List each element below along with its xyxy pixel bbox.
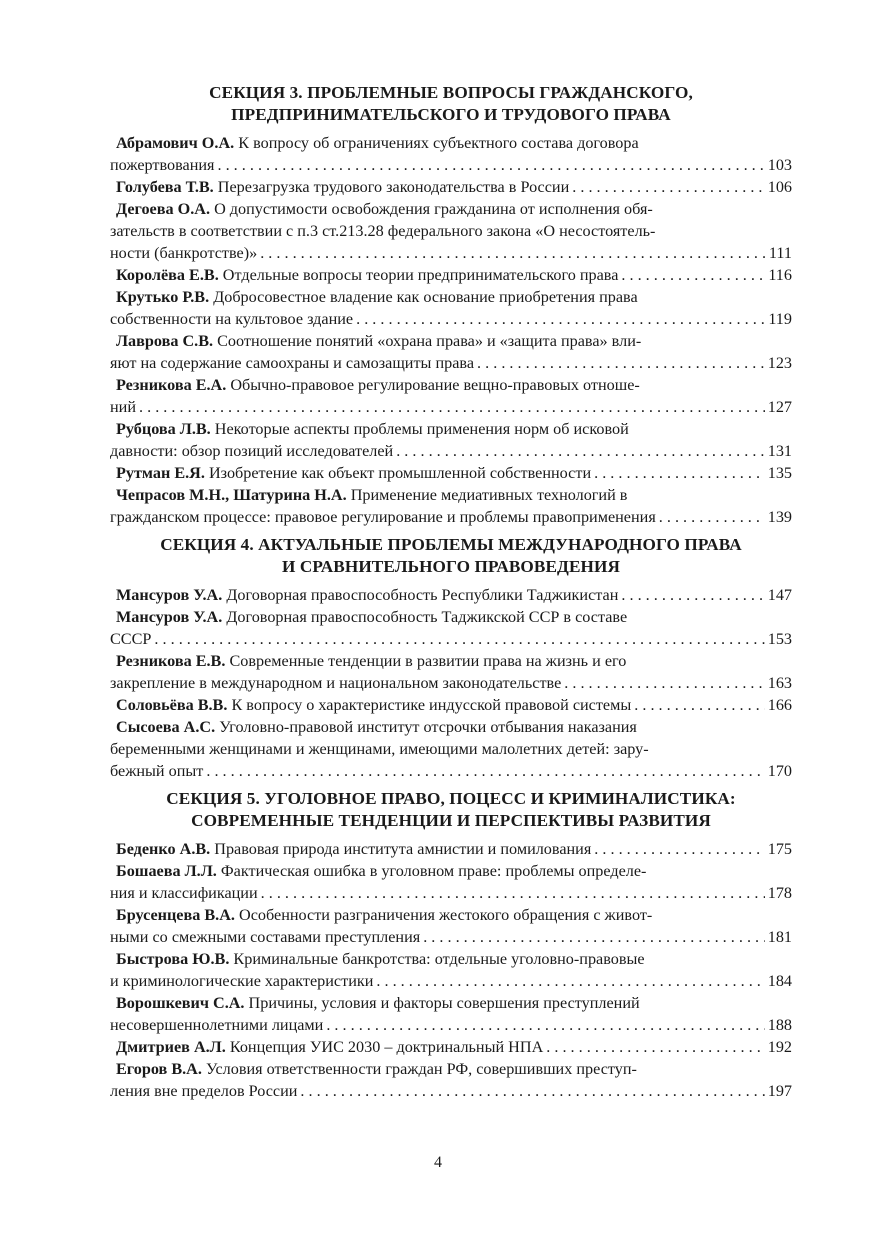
entry-title-text: СССР: [110, 630, 152, 648]
table-of-contents: [110, 82, 792, 1108]
entry-author: Чепрасов М.Н., Шатурина Н.А.: [116, 486, 347, 504]
entry-title-text: Обычно-правовое регулирование вещно-правовых отноше-: [230, 376, 640, 394]
toc-entry-last-line: [110, 440, 792, 462]
toc-entry-last-line: [110, 694, 792, 716]
toc-section: [110, 788, 792, 1102]
entry-title-text: зательств в соответствии с п.3 ст.213.28 федерального закона «О несостоятель-: [110, 222, 656, 240]
toc-entry-last-line: [110, 882, 792, 904]
toc-entry-line: [110, 716, 792, 738]
entry-page-number[interactable]: 163: [767, 674, 792, 692]
entry-title-text: ний: [110, 398, 136, 416]
section-title-line: СОВРЕМЕННЫЕ ТЕНДЕНЦИИ И ПЕРСПЕКТИВЫ РАЗВИТИЯ: [191, 811, 711, 830]
entry-title-text: Фактическая ошибка в уголовном праве: проблемы определе-: [220, 862, 647, 880]
dot-leader: [594, 462, 765, 484]
entry-page-number[interactable]: 188: [767, 1016, 792, 1034]
entry-title-text: Условия ответственности граждан РФ, совершивших преступ-: [205, 1060, 637, 1078]
dot-leader: [217, 154, 764, 176]
toc-entry-last-line: [110, 264, 792, 286]
entry-author: Мансуров У.А.: [116, 608, 223, 626]
dot-leader: [206, 760, 764, 782]
entry-title-text: Отдельные вопросы теории предпринимательского права: [222, 266, 619, 284]
toc-entry[interactable]: [110, 198, 792, 264]
entry-page-number[interactable]: 135: [767, 464, 792, 482]
toc-entry-last-line: [110, 242, 792, 264]
dot-leader: [564, 672, 764, 694]
entry-page-number[interactable]: 153: [767, 630, 792, 648]
toc-entry-last-line: [110, 628, 792, 650]
entry-title-text: беременными женщинами и женщинами, имеющими малолетних детей: зару-: [110, 740, 649, 758]
entry-title-text: ности (банкротстве)»: [110, 244, 258, 262]
entry-page-number[interactable]: 178: [767, 884, 792, 902]
entry-title-text: пожертвования: [110, 156, 215, 174]
entry-page-number[interactable]: 111: [768, 244, 792, 262]
section-title-line: СЕКЦИЯ 3. ПРОБЛЕМНЫЕ ВОПРОСЫ ГРАЖДАНСКОГО,: [209, 83, 693, 102]
toc-entry[interactable]: [110, 462, 792, 484]
entry-title-text: К вопросу об ограничениях субъектного состава договора: [238, 134, 639, 152]
toc-entry[interactable]: [110, 860, 792, 904]
entry-author: Бошаева Л.Л.: [116, 862, 217, 880]
entry-title-text: Договорная правоспособность Республики Таджикистан: [226, 586, 619, 604]
entry-page-number[interactable]: 106: [767, 178, 792, 196]
toc-entry-last-line: [110, 1036, 792, 1058]
entry-title-text: Современные тенденции в развитии права на жизнь и его: [229, 652, 627, 670]
entry-author: Соловьёва В.В.: [116, 696, 228, 714]
dot-leader: [396, 440, 765, 462]
toc-entry[interactable]: [110, 694, 792, 716]
entry-title-text: несовершеннолетними лицами: [110, 1016, 324, 1034]
entry-author: Сысоева А.С.: [116, 718, 216, 736]
entry-title-text: Соотношение понятий «охрана права» и «защита права» вли-: [217, 332, 642, 350]
entry-author: Брусенцева В.А.: [116, 906, 235, 924]
toc-entry-line: [110, 738, 792, 760]
entry-title-text: Особенности разграничения жестокого обращения с живот-: [239, 906, 653, 924]
entry-author: Резникова Е.В.: [116, 652, 226, 670]
toc-entry-last-line: [110, 352, 792, 374]
entry-author: Абрамович О.А.: [116, 134, 235, 152]
toc-entry-last-line: [110, 506, 792, 528]
entry-page-number[interactable]: 131: [767, 442, 792, 460]
toc-entry-last-line: [110, 396, 792, 418]
entry-author: Резникова Е.А.: [116, 376, 227, 394]
toc-entry-line: [110, 606, 792, 628]
toc-entry-line: [110, 992, 792, 1014]
entry-author: Мансуров У.А.: [116, 586, 223, 604]
entry-author: Королёва Е.В.: [116, 266, 219, 284]
toc-entry[interactable]: [110, 264, 792, 286]
toc-entry[interactable]: [110, 1058, 792, 1102]
toc-entry[interactable]: [110, 606, 792, 650]
toc-entry[interactable]: [110, 904, 792, 948]
section-title-line: ПРЕДПРИНИМАТЕЛЬСКОГО И ТРУДОВОГО ПРАВА: [231, 105, 671, 124]
toc-entry[interactable]: [110, 992, 792, 1036]
entry-title-text: Некоторые аспекты проблемы применения норм об исковой: [214, 420, 629, 438]
entry-page-number[interactable]: 181: [767, 928, 792, 946]
toc-entry[interactable]: [110, 374, 792, 418]
entry-page-number[interactable]: 123: [767, 354, 792, 372]
toc-entry-last-line: [110, 308, 792, 330]
entry-title-text: Применение медиативных технологий в: [350, 486, 628, 504]
toc-entry-line: [110, 220, 792, 242]
entry-title-text: ния и классификации: [110, 884, 258, 902]
dot-leader: [572, 176, 764, 198]
section-title-line: И СРАВНИТЕЛЬНОГО ПРАВОВЕДЕНИЯ: [282, 557, 620, 576]
entry-author: Крутько Р.В.: [116, 288, 210, 306]
entry-title-text: гражданском процессе: правовое регулирование и проблемы правоприменения: [110, 508, 656, 526]
section-title-line: СЕКЦИЯ 5. УГОЛОВНОЕ ПРАВО, ПОЦЕСС И КРИМИНАЛИСТИКА:: [166, 789, 736, 808]
entry-author: Голубева Т.В.: [116, 178, 214, 196]
entry-page-number[interactable]: 192: [767, 1038, 792, 1056]
toc-entry-last-line: [110, 970, 792, 992]
toc-entry-line: [110, 904, 792, 926]
entry-page-number[interactable]: 139: [767, 508, 792, 526]
toc-entry[interactable]: [110, 330, 792, 374]
toc-entry-line: [110, 418, 792, 440]
toc-entry[interactable]: [110, 418, 792, 462]
toc-entry-last-line: [110, 462, 792, 484]
toc-entry[interactable]: [110, 1036, 792, 1058]
entry-title-text: К вопросу о характеристике индусской правовой системы: [231, 696, 632, 714]
toc-entry-last-line: [110, 760, 792, 782]
entry-author: Дегоева О.А.: [116, 200, 211, 218]
entry-title-text: Перезагрузка трудового законодательства в России: [217, 178, 570, 196]
toc-entry[interactable]: [110, 716, 792, 782]
toc-entry-last-line: [110, 926, 792, 948]
dot-leader: [423, 926, 765, 948]
toc-section: [110, 534, 792, 782]
entry-author: Егоров В.А.: [116, 1060, 202, 1078]
entry-page-number[interactable]: 127: [767, 398, 792, 416]
section-title: [110, 788, 792, 832]
toc-entry-line: [110, 948, 792, 970]
entry-title-text: собственности на культовое здание: [110, 310, 354, 328]
dot-leader: [594, 838, 764, 860]
entry-title-text: давности: обзор позиций исследователей: [110, 442, 394, 460]
dot-leader: [376, 970, 764, 992]
toc-entry[interactable]: [110, 584, 792, 606]
entry-title-text: ными со смежными составами преступления: [110, 928, 421, 946]
toc-entry-line: [110, 198, 792, 220]
toc-entry-last-line: [110, 584, 792, 606]
toc-entry-line: [110, 1058, 792, 1080]
entry-title-text: Криминальные банкротства: отдельные уголовно-правовые: [233, 950, 645, 968]
entry-title-text: и криминологические характеристики: [110, 972, 374, 990]
dot-leader: [621, 584, 764, 606]
entry-title-text: Договорная правоспособность Таджикской ССР в составе: [226, 608, 628, 626]
entry-page-number[interactable]: 103: [767, 156, 792, 174]
entry-page-number[interactable]: 147: [767, 586, 792, 604]
entry-page-number[interactable]: 119: [768, 310, 792, 328]
toc-entry-line: [110, 650, 792, 672]
dot-leader: [260, 242, 766, 264]
toc-entry-last-line: [110, 838, 792, 860]
toc-entry-last-line: [110, 1014, 792, 1036]
toc-entry[interactable]: [110, 484, 792, 528]
toc-entry[interactable]: [110, 948, 792, 992]
entry-title-text: яют на содержание самоохраны и самозащиты права: [110, 354, 475, 372]
entry-title-text: Добросовестное владение как основание приобретения права: [213, 288, 638, 306]
entry-author: Быстрова Ю.В.: [116, 950, 230, 968]
toc-entry-last-line: [110, 176, 792, 198]
entry-page-number[interactable]: 170: [767, 762, 792, 780]
entry-page-number[interactable]: 184: [767, 972, 792, 990]
entry-title-text: Изобретение как объект промышленной собственности: [208, 464, 592, 482]
toc-entry-last-line: [110, 154, 792, 176]
section-title: [110, 534, 792, 578]
toc-entry-line: [110, 484, 792, 506]
dot-leader: [139, 396, 765, 418]
entry-author: Рутман Е.Я.: [116, 464, 205, 482]
entry-author: Лаврова С.В.: [116, 332, 214, 350]
dot-leader: [326, 1014, 764, 1036]
dot-leader: [356, 308, 765, 330]
dot-leader: [621, 264, 765, 286]
entry-author: Беденко А.В.: [116, 840, 211, 858]
toc-entry[interactable]: [110, 286, 792, 330]
toc-entry-line: [110, 374, 792, 396]
toc-section: [110, 82, 792, 528]
entry-title-text: ления вне пределов России: [110, 1082, 298, 1100]
entry-title-text: Правовая природа института амнистии и помилования: [214, 840, 592, 858]
entry-page-number[interactable]: 175: [767, 840, 792, 858]
section-title: [110, 82, 792, 126]
dot-leader: [546, 1036, 764, 1058]
dot-leader: [154, 628, 764, 650]
toc-entry[interactable]: [110, 132, 792, 176]
entry-title-text: Концепция УИС 2030 – доктринальный НПА: [229, 1038, 544, 1056]
dot-leader: [477, 352, 765, 374]
toc-entry-line: [110, 132, 792, 154]
entry-author: Рубцова Л.В.: [116, 420, 211, 438]
entry-title-text: О допустимости освобождения гражданина от исполнения обя-: [214, 200, 653, 218]
toc-entry-line: [110, 330, 792, 352]
entry-title-text: Уголовно-правовой институт отсрочки отбывания наказания: [219, 718, 637, 736]
toc-entry-last-line: [110, 1080, 792, 1102]
entry-page-number[interactable]: 116: [768, 266, 792, 284]
entry-title-text: Причины, условия и факторы совершения преступлений: [248, 994, 640, 1012]
entry-page-number[interactable]: 197: [767, 1082, 792, 1100]
dot-leader: [634, 694, 764, 716]
toc-entry-last-line: [110, 672, 792, 694]
page-number: 4: [434, 1154, 442, 1171]
toc-entry[interactable]: [110, 650, 792, 694]
section-title-line: СЕКЦИЯ 4. АКТУАЛЬНЫЕ ПРОБЛЕМЫ МЕЖДУНАРОДНОГО ПРАВА: [160, 535, 742, 554]
entry-page-number[interactable]: 166: [767, 696, 792, 714]
entry-title-text: закрепление в международном и национальном законодательстве: [110, 674, 562, 692]
dot-leader: [261, 882, 765, 904]
entry-author: Ворошкевич С.А.: [116, 994, 245, 1012]
entry-title-text: бежный опыт: [110, 762, 204, 780]
dot-leader: [300, 1080, 764, 1102]
toc-entry-line: [110, 860, 792, 882]
toc-entry[interactable]: [110, 176, 792, 198]
entry-author: Дмитриев А.Л.: [116, 1038, 226, 1056]
toc-entry[interactable]: [110, 838, 792, 860]
toc-entry-line: [110, 286, 792, 308]
dot-leader: [659, 506, 765, 528]
